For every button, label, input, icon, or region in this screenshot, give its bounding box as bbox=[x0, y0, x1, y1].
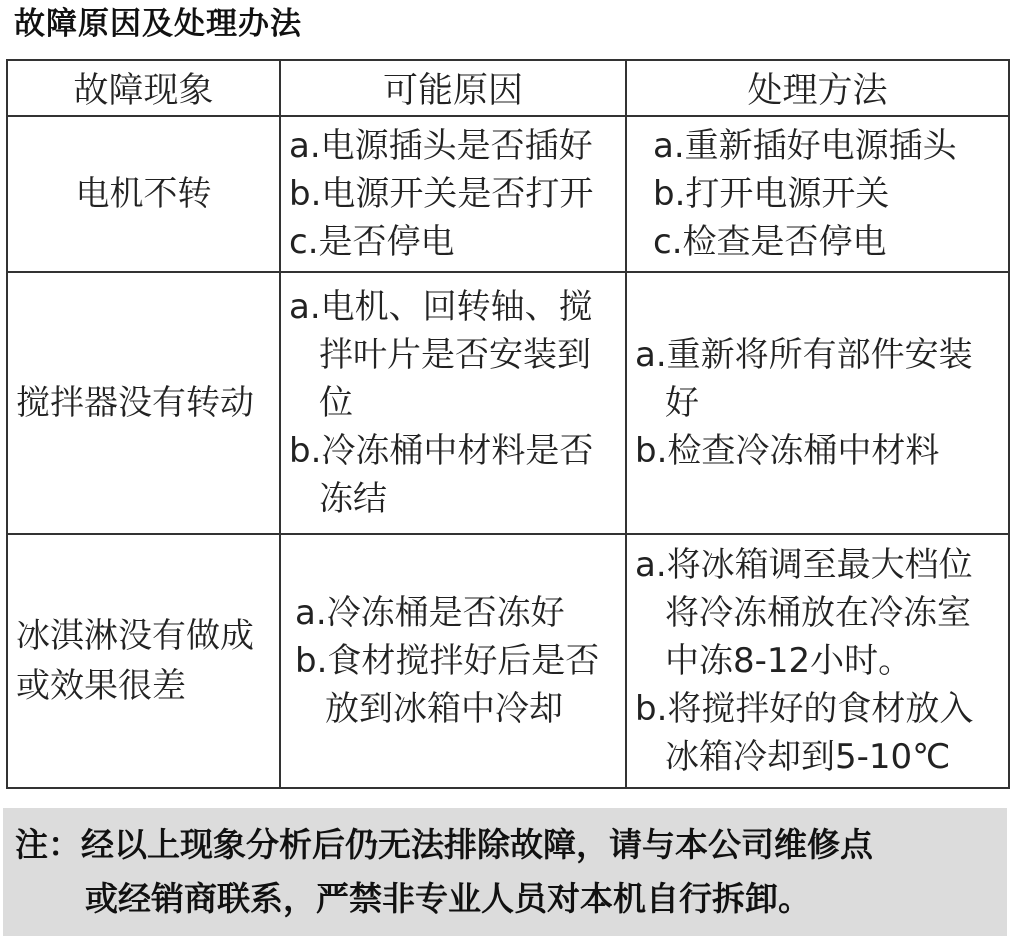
solution-item: a.将冰箱调至最大档位 bbox=[635, 545, 973, 585]
solution-cell bbox=[626, 272, 1009, 534]
troubleshooting-table bbox=[6, 59, 1010, 789]
header-symptom: 故障现象 bbox=[7, 60, 280, 116]
symptom-text: 或效果很差 bbox=[16, 666, 186, 706]
solution-item: b.检查冷冻桶中材料 bbox=[635, 431, 940, 471]
cause-item-continued: 冻结 bbox=[319, 479, 387, 519]
cause-item: c.是否停电 bbox=[289, 222, 455, 262]
table-row bbox=[7, 272, 1009, 534]
cause-item: b.食材搅拌好后是否 bbox=[295, 641, 600, 681]
page-title: 故障原因及处理办法 bbox=[14, 6, 302, 42]
cause-item: a.电源插头是否插好 bbox=[289, 126, 593, 166]
solution-cell bbox=[626, 116, 1009, 272]
cause-item-continued: 放到冰箱中冷却 bbox=[325, 689, 563, 729]
solution-item-continued: 冰箱冷却到5-10℃ bbox=[665, 737, 951, 777]
cause-item: b.电源开关是否打开 bbox=[289, 174, 594, 214]
symptom-cell bbox=[7, 272, 280, 534]
symptom-cell bbox=[7, 116, 280, 272]
cause-item-continued: 位 bbox=[319, 383, 353, 423]
cause-item: a.电机、回转轴、搅 bbox=[289, 287, 593, 327]
cause-item: a.冷冻桶是否冻好 bbox=[295, 593, 565, 633]
note-line-2: 或经销商联系，严禁非专业人员对本机自行拆卸。 bbox=[85, 879, 811, 918]
table-header-row bbox=[7, 60, 1009, 116]
cause-cell bbox=[280, 534, 626, 788]
cause-cell bbox=[280, 116, 626, 272]
solution-item: a.重新插好电源插头 bbox=[653, 126, 957, 166]
solution-cell bbox=[626, 534, 1009, 788]
solution-item: b.打开电源开关 bbox=[653, 174, 890, 214]
note-line-1: 注：经以上现象分析后仍无法排除故障，请与本公司维修点 bbox=[15, 825, 873, 864]
header-solution: 处理方法 bbox=[626, 60, 1009, 116]
header-cause: 可能原因 bbox=[280, 60, 626, 116]
cause-cell bbox=[280, 272, 626, 534]
solution-item: b.将搅拌好的食材放入 bbox=[635, 689, 974, 729]
solution-item: a.重新将所有部件安装 bbox=[635, 335, 973, 375]
symptom-text: 电机不转 bbox=[75, 174, 212, 214]
table-row bbox=[7, 534, 1009, 788]
solution-item: c.检查是否停电 bbox=[653, 222, 887, 262]
note-box bbox=[3, 808, 1007, 936]
solution-item-continued: 将冷冻桶放在冷冻室 bbox=[665, 593, 971, 633]
symptom-text: 搅拌器没有转动 bbox=[16, 383, 254, 423]
symptom-cell bbox=[7, 534, 280, 788]
solution-item-continued: 好 bbox=[665, 383, 699, 423]
cause-item: b.冷冻桶中材料是否 bbox=[289, 431, 594, 471]
table-row bbox=[7, 116, 1009, 272]
solution-item-continued: 中冻8-12小时。 bbox=[665, 641, 913, 681]
symptom-text: 冰淇淋没有做成 bbox=[16, 616, 254, 656]
cause-item-continued: 拌叶片是否安装到 bbox=[319, 335, 591, 375]
